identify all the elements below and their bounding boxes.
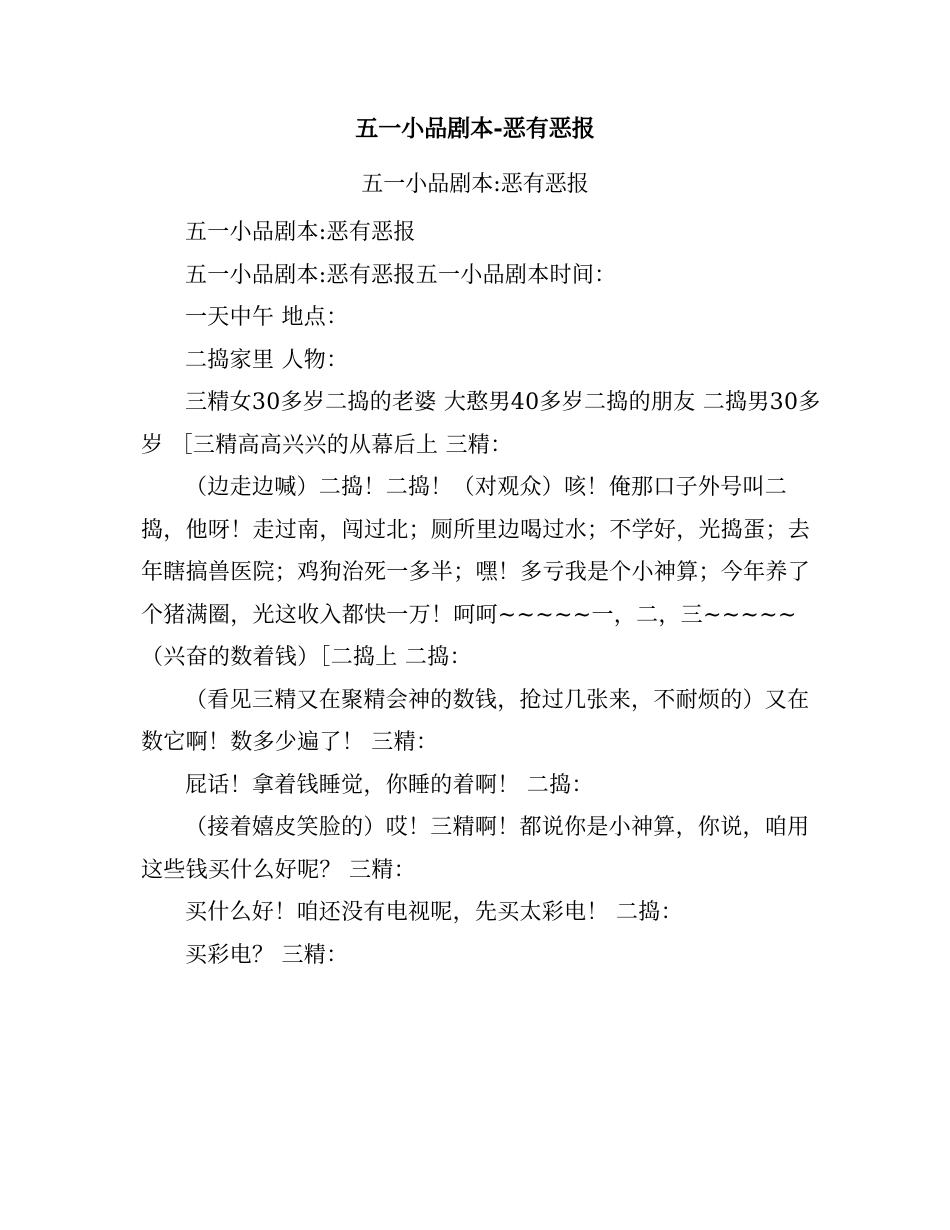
paragraph: 五一小品剧本:恶有恶报五一小品剧本时间：: [185, 262, 617, 288]
paragraph: （接着嬉皮笑脸的）哎！三精啊！都说你是小神算，你说，咱用这些钱买什么好呢？ 三精：: [141, 815, 810, 883]
paragraph: 五一小品剧本:恶有恶报: [185, 220, 416, 245]
paragraph: 屁话！拿着钱睡觉，你睡的着啊！ 二捣：: [185, 772, 594, 798]
document-title: 五一小品剧本-恶有恶报: [355, 115, 595, 142]
paragraph: 二捣家里 人物：: [185, 347, 349, 373]
paragraph: 买什么好！咱还没有电视呢，先买太彩电！ 二捣：: [185, 900, 683, 925]
document-body: [141, 212, 821, 977]
paragraph: 买彩电？ 三精：: [185, 942, 349, 968]
paragraph: 一天中午 地点：: [185, 305, 349, 330]
paragraph: （看见三精又在聚精会神的数钱，抢过几张来，不耐烦的）又在数它啊！数多少遍了！ 三精：: [141, 687, 810, 755]
paragraph: （边走边喊）二捣！二捣！（对观众）咳！俺那口子外号叫二捣，他呀！走过南，闯过北；厕所里边喝过水；不学好，光捣蛋；去年瞎搞兽医院；鸡狗治死一多半；嘿！多亏我是个小神算；今年养了个猪满圈，光这收入都快一万！呵呵~~~~~一，二，三~~~~~（兴奋的数着钱）［二捣上 二捣：: [141, 475, 811, 670]
paragraph: 三精女30多岁二捣的老婆 大憨男40多岁二捣的朋友 二捣男30多岁 ［三精高高兴兴的从幕后上 三精：: [141, 390, 821, 458]
document-subtitle: 五一小品剧本:恶有恶报: [361, 172, 589, 197]
